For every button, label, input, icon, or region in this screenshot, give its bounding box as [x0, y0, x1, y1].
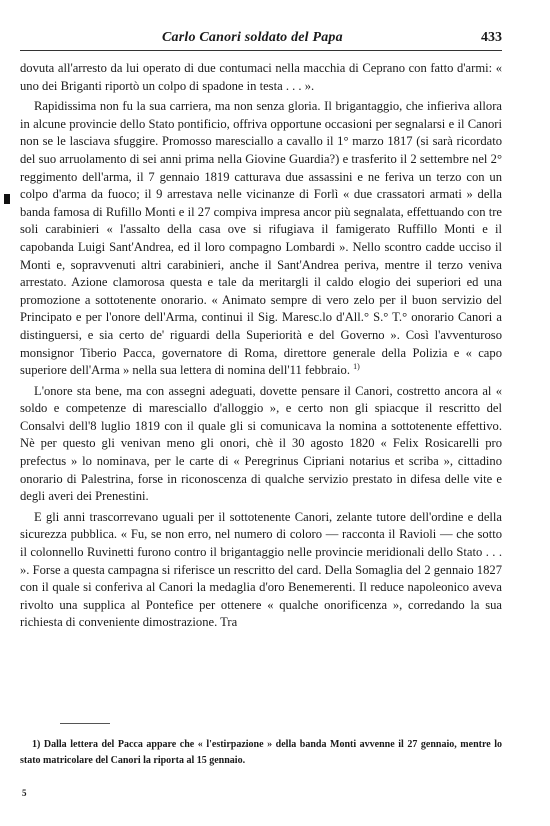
- page-header: [20, 28, 502, 48]
- paragraph-3: L'onore sta bene, ma con assegni adeguati, dovette pensare il Canori, costretto ancora al « soldo e competenze di maresciallo d'alloggio », e certo non gli spiacque il rescritto del Consalvi dell'8 luglio 1819 con il quale gli si comunicava la nomina a sottotenente effettivo. Nè per questo gli venivan meno gli onori, chè il 30 agosto 1820 « Felix Rosicarelli pro prefectus » lo nominava, per le carte di « Peregrinus Cipriani notarius et scriba », cittadino onorario di Palestrina, forse in riconoscenza di qualche servizio prestato in difesa delle vite e degli averi dei Prenestini.: [20, 383, 502, 504]
- page-number: 433: [481, 30, 502, 45]
- body-text: [20, 60, 502, 632]
- signature-mark: 5: [22, 788, 27, 798]
- margin-mark: [4, 194, 10, 204]
- paragraph-4: E gli anni trascorrevano uguali per il sottotenente Canori, zelante tutore dell'ordine e della sicurezza pubblica. « Fu, se non erro, nel numero di coloro — racconta il Ravioli — che sotto il colonnello Ruvinetti furono contro il brigantaggio nelle provincie meridionali dello Stato . . . ». Forse a questa campagna si riferisce un rescritto del card. Della Somaglia del 2 gennaio 1827 con il quale si conferiva al Canori la medaglia d'oro Benemerenti. Il reduce napoleonico aveva rivolto una supplica al Pontefice per ottenere « qualche onorificenza », corredando la sua richiesta di conveniente dimostrazione. Tra: [20, 509, 502, 630]
- footnote: 1) Dalla lettera del Pacca appare che « l'estirpazione » della banda Monti avvenne il 27 gennaio, mentre lo stato matricolare del Canori la riporta al 15 gennaio.: [20, 739, 502, 766]
- footnote-rule: [60, 723, 110, 724]
- paragraph-2-text: Rapidissima non fu la sua carriera, ma non senza gloria. Il brigantaggio, che infieriva allora in alcune provincie dello Stato pontificio, offriva opportune occasioni per segnalarsi e il Canori non se le lasciava sfuggire. Promosso maresciallo a cavallo il 1° marzo 1817 (si sarà ricordato del suo arruolamento di sei anni prima nella Giovine Guardia?) e trasferito il 2 settembre nel 2° reggimento dell'arma, il 7 gennaio 1819 catturava due assassini e ne feriva un terzo con un colpo d'arma da fuoco; il 9 arrestava nelle vicinanze di Forlì « due crassatori armati » della banda famosa di Rufillo Monti e il 27 compiva impresa ancor più segnalata, effettuando con tre soli carabinieri « l'assalto della casa ove si rifugiava il famigerato Ruffillo Monti e il capobanda Luigi Sant'Andrea, ed il loro compagno Lombardi ». Nello scontro cadde ucciso il Monti e, sopravvenuti altri carabinieri, anche il Sant'Andrea periva, mentre il terzo veniva arrestato. Azione clamorosa questa e tale da meritargli il caldo elogio dei superiori ed una promozione a sottotenente onorario. « Animato sempre di vero zelo per il buon servizio del Principato e per l'onore dell'Arma, continui il Sig. Maresc.lo d'All.° S.° T.° onorario Canori a distinguersi, e sia certo de' riguardi della Superiorità e del Governo ». Così l'avventuroso monsignor Tiberio Pacca, governatore di Roma, direttore generale della Polizia e « capo superiore dell'Arma » nella sua lettera di nomina dell'11 febbraio.: [20, 99, 502, 378]
- paragraph-1: dovuta all'arresto da lui operato di due contumaci nella macchia di Ceprano con fatto d'armi: « uno dei Briganti riportò un colpo di spadone in testa . . . ».: [20, 61, 502, 93]
- paragraph-2: [20, 98, 502, 380]
- running-title: Carlo Canori soldato del Papa: [162, 30, 343, 45]
- footnote-reference: 1): [353, 361, 360, 371]
- header-rule: [20, 50, 502, 51]
